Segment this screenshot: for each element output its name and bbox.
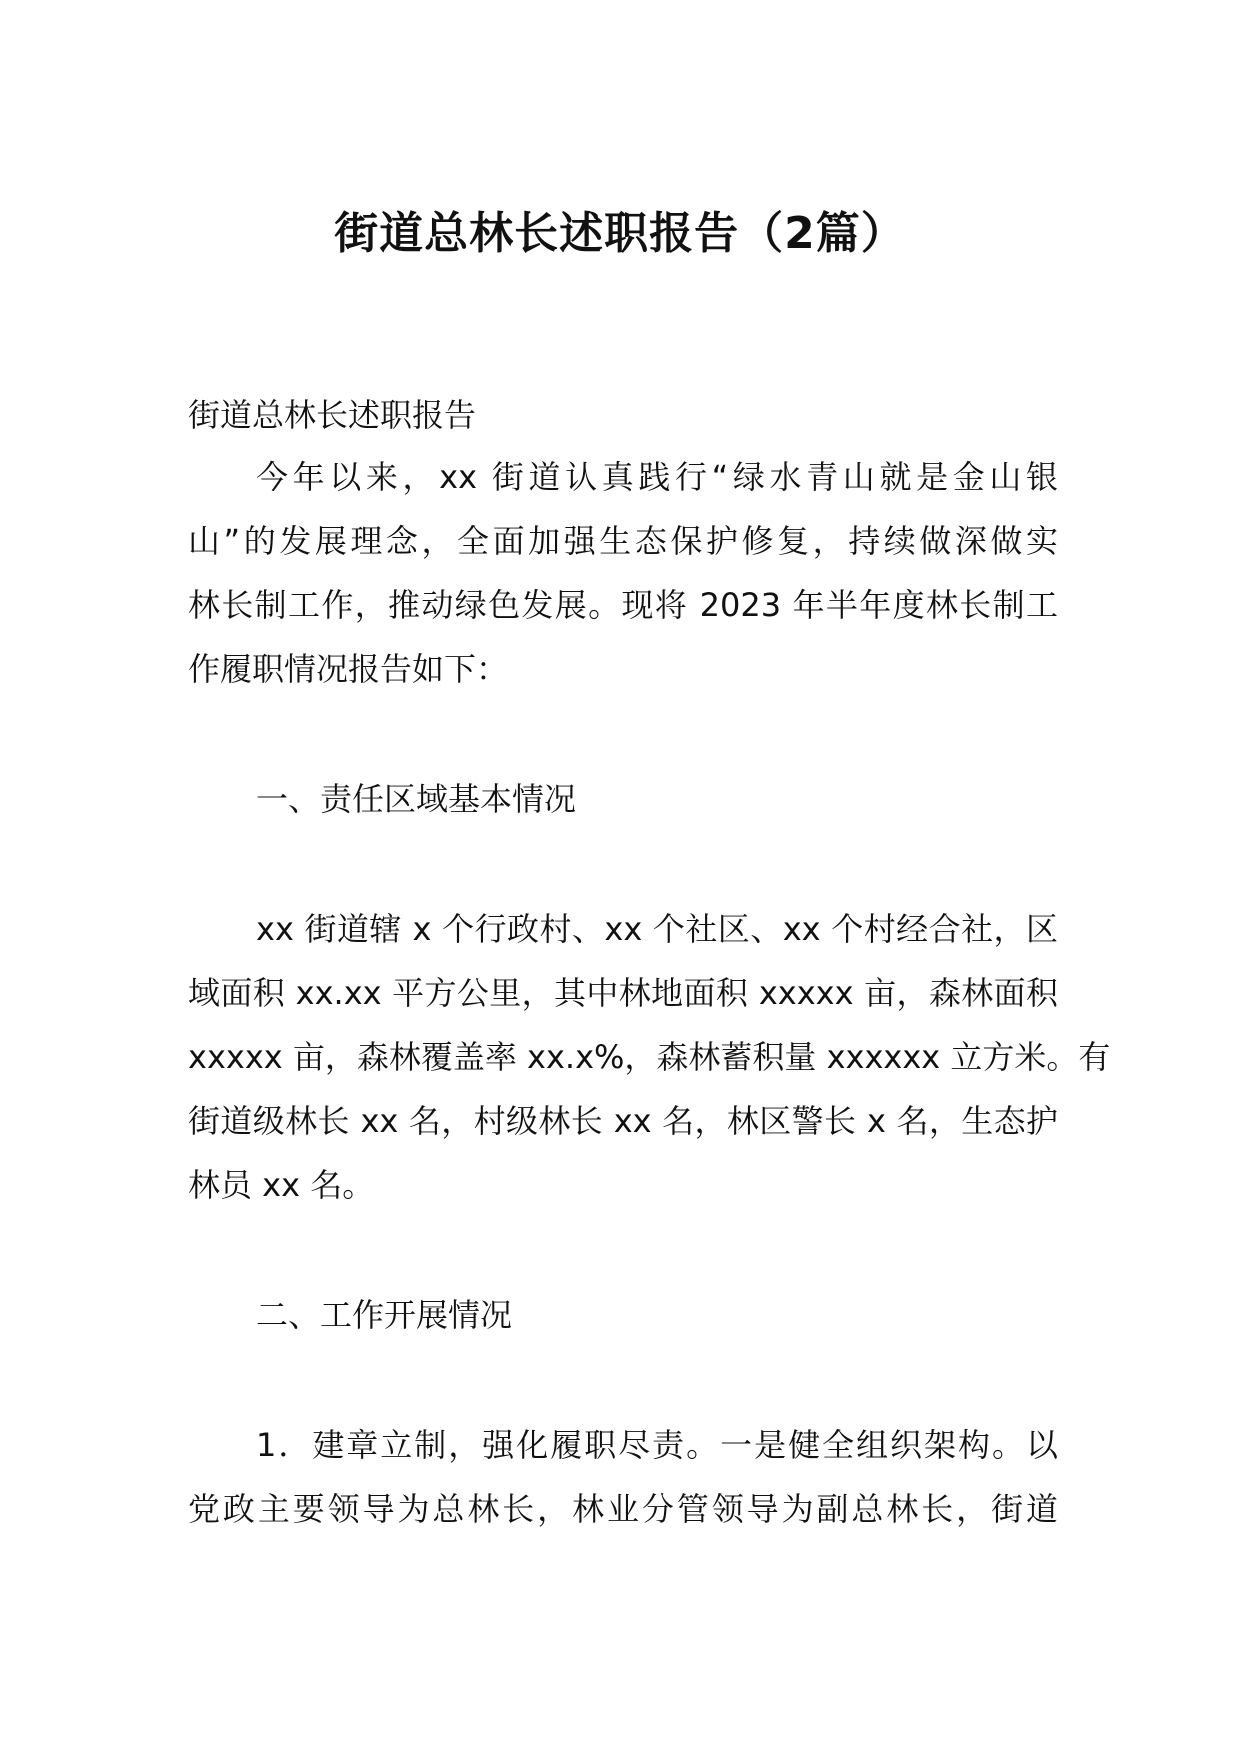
- intro-line-4: 作履职情况报告如下：: [188, 650, 509, 688]
- section-2-line-2: 党政主要领导为总林长，林业分管领导为副总林长，街道: [188, 1490, 1058, 1528]
- section-1-heading: 一、责任区域基本情况: [256, 780, 577, 818]
- intro-line-1: 今年以来，xx 街道认真践行“绿水青山就是金山银: [256, 458, 1058, 496]
- section-1-line-4: 街道级林长 xx 名，村级林长 xx 名，林区警长 x 名，生态护: [188, 1102, 1058, 1140]
- report-subtitle: 街道总林长述职报告: [188, 396, 477, 434]
- section-2-line-1: 1．建章立制，强化履职尽责。一是健全组织架构。以: [256, 1426, 1058, 1464]
- intro-line-2: 山”的发展理念，全面加强生态保护修复，持续做深做实: [188, 522, 1058, 560]
- section-1-line-1: xx 街道辖 x 个行政村、xx 个社区、xx 个村经合社，区: [256, 910, 1058, 948]
- document-title: 街道总林长述职报告（2篇）: [334, 208, 906, 259]
- intro-line-3: 林长制工作，推动绿色发展。现将 2023 年半年度林长制工: [188, 586, 1058, 624]
- section-2-heading: 二、工作开展情况: [256, 1296, 513, 1334]
- section-1-line-2: 域面积 xx.xx 平方公里，其中林地面积 xxxxx 亩，森林面积: [188, 974, 1058, 1012]
- section-1-line-5: 林员 xx 名。: [188, 1166, 375, 1204]
- section-1-line-3: xxxxx 亩，森林覆盖率 xx.x%，森林蓄积量 xxxxxx 立方米。有: [188, 1038, 1111, 1076]
